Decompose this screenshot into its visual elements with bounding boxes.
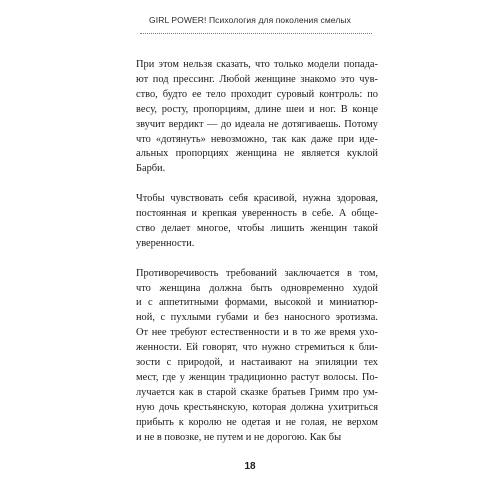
- running-header: GIRL POWER! Психология для поколения смелых: [149, 15, 351, 25]
- text-line: мест, где у женщин традиционно растут волосы. По-: [136, 372, 378, 383]
- text-line: постоянная и крепкая уверенность в себе. А обще-: [136, 208, 378, 220]
- text-line: Чтобы чувствовать себя красивой, нужна здоровая,: [136, 193, 378, 205]
- text-line: уверенности.: [136, 237, 195, 249]
- header-dotted-rule: [140, 33, 372, 34]
- text-line: ной, с пухлыми губами и без наносного эротизма.: [136, 312, 378, 324]
- text-line: альных пропорциях женщина не является куклой: [136, 148, 378, 160]
- text-line: звучит вердикт — до идеала не дотягиваешь. Потому: [136, 118, 378, 130]
- paragraph-1: [136, 58, 378, 177]
- text-line: ство, будто ее тело проходит суровый контроль: по: [136, 88, 378, 100]
- text-line: зости с природой, и настаивают на эпиляции тех: [136, 357, 378, 369]
- text-line: что женщина должна быть одновременно худой: [136, 282, 378, 294]
- text-line: ство делает многое, чтобы лишить женщин такой: [136, 222, 378, 234]
- text-line: От нее требуют естественности и в то же время ухо-: [136, 327, 378, 339]
- text-line: что «дотянуть» невозможно, так как даже при иде-: [136, 133, 378, 145]
- text-line: и с аппетитными формами, высокой и миниатюр-: [136, 297, 378, 309]
- text-line: ют под прессинг. Любой женщине знакомо это чув-: [136, 73, 378, 85]
- text-line: Барби.: [136, 163, 166, 175]
- paragraph-2: [136, 192, 378, 252]
- text-line: весу, росту, пропорциям, длине шеи и ног. В конце: [136, 103, 378, 115]
- text-line: прибыть к королю не одетая и не голая, не верхом: [136, 416, 378, 428]
- text-line: лучается как в старой сказке братьев Гримм про ум-: [136, 386, 378, 398]
- text-line: При этом нельзя сказать, что только модели попада-: [136, 59, 378, 70]
- text-line: Противоречивость требований заключается в том,: [136, 267, 378, 279]
- text-line: женности. Ей говорят, что нужно стремиться к бли-: [136, 342, 378, 354]
- page-number: 18: [244, 461, 256, 472]
- text-line: ную дочь крестьянскую, которая должна ухитриться: [136, 401, 378, 413]
- paragraph-3: [136, 267, 378, 446]
- text-line: и не в повозке, не путем и не дорогою. Как бы: [136, 431, 342, 443]
- body-text: [136, 58, 378, 460]
